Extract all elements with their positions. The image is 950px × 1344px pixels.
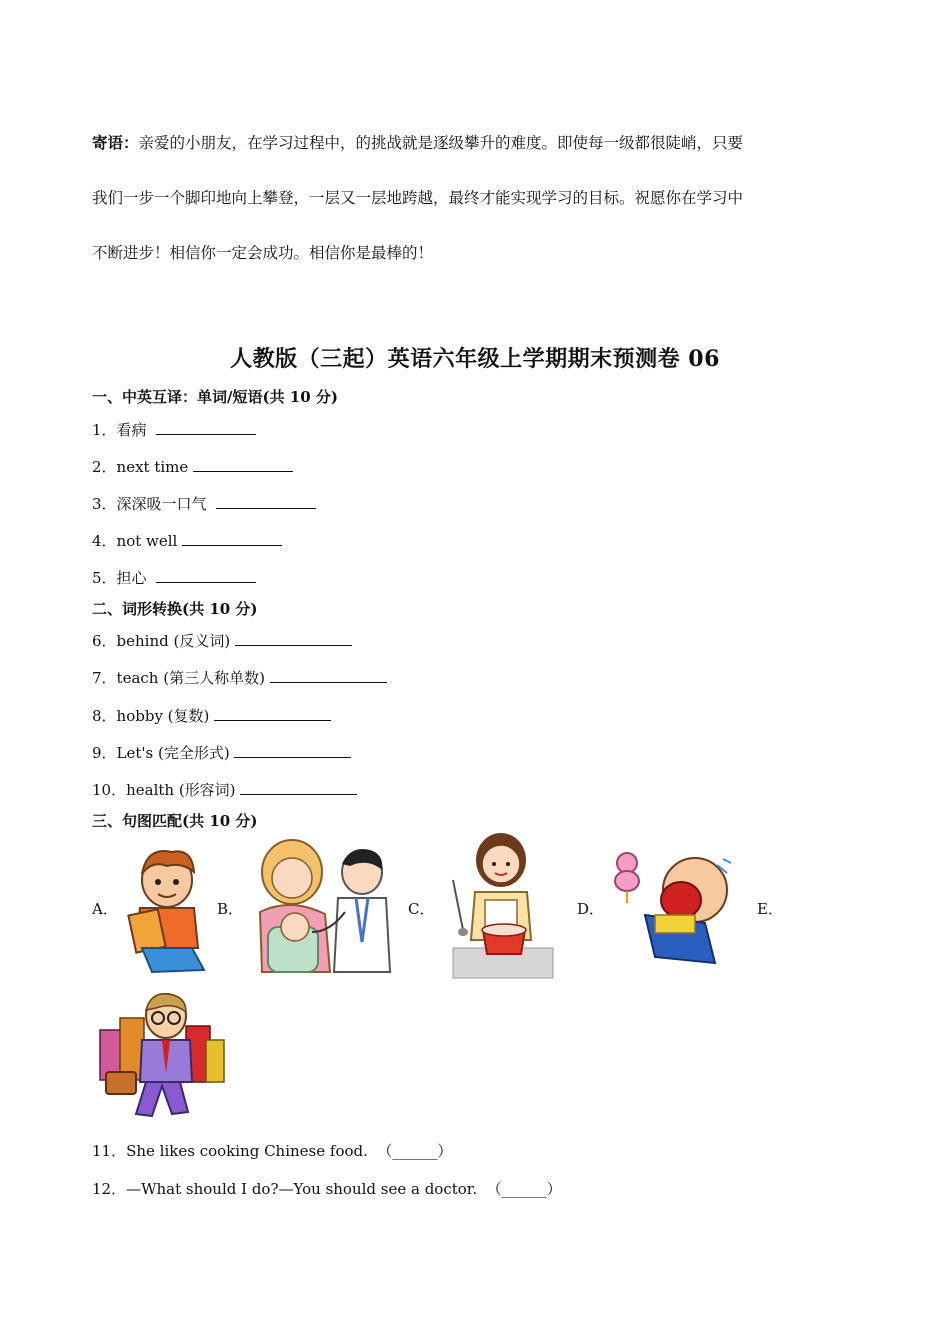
question-text: 看病 — [116, 421, 157, 439]
doctor-mother-baby-picture — [250, 832, 400, 977]
question-11 — [92, 1140, 452, 1161]
option-c-label: C． — [408, 900, 435, 918]
businessman-walking-picture — [96, 990, 228, 1122]
question-4 — [92, 530, 282, 551]
question-number: 7． — [92, 669, 117, 687]
question-text: hobby (复数) — [116, 707, 215, 725]
answer-blank[interactable] — [182, 531, 282, 546]
answer-blank[interactable] — [270, 668, 387, 683]
option-a-label: A． — [92, 900, 118, 918]
question-10 — [92, 779, 357, 800]
exam-title: 人教版（三起）英语六年级上学期期末预测卷 06 — [230, 346, 720, 372]
question-9 — [92, 742, 351, 763]
question-number: 3． — [92, 495, 117, 513]
option-b-label: B． — [217, 900, 244, 918]
question-5 — [92, 567, 256, 588]
option-d-label: D． — [577, 900, 605, 918]
question-text: health (形容词) — [126, 781, 241, 799]
woman-cooking-picture — [445, 830, 557, 980]
crying-boy-picture — [605, 845, 740, 970]
question-text: next time — [116, 458, 194, 476]
question-number: 5． — [92, 569, 117, 587]
answer-blank[interactable] — [193, 457, 293, 472]
answer-blank[interactable] — [235, 631, 352, 646]
answer-blank[interactable] — [214, 706, 331, 721]
question-number: 8． — [92, 707, 117, 725]
answer-blank[interactable] — [240, 780, 357, 795]
question-2 — [92, 456, 293, 477]
answer-blank[interactable] — [216, 494, 316, 509]
question-text: —What should I do?—You should see a doctor. （______） — [126, 1180, 562, 1198]
question-7 — [92, 667, 387, 688]
option-e-label: E． — [757, 900, 783, 918]
question-number: 6． — [92, 632, 117, 650]
question-text: not well — [116, 532, 183, 550]
question-number: 10． — [92, 781, 127, 799]
question-text: Let's (完全形式) — [116, 744, 235, 762]
question-text: 深深吸一口气 — [116, 495, 217, 513]
question-number: 9． — [92, 744, 117, 762]
question-3 — [92, 493, 316, 514]
message-line-2: 我们一步一个脚印地向上攀登，一层又一层地跨越，最终才能实现学习的目标。祝愿你在学习中 — [92, 189, 744, 207]
question-8 — [92, 705, 331, 726]
question-text: 担心 — [116, 569, 157, 587]
question-text: teach (第三人称单数) — [116, 669, 270, 687]
question-number: 11． — [92, 1142, 127, 1160]
section-2-heading: 二、词形转换(共 10 分) — [92, 600, 258, 618]
message-line-1: 亲爱的小朋友，在学习过程中，的挑战就是逐级攀升的难度。即使每一级都很陡峭，只要 — [138, 134, 744, 152]
question-number: 4． — [92, 532, 117, 550]
answer-blank[interactable] — [234, 743, 351, 758]
question-text: She likes cooking Chinese food. （______） — [126, 1142, 453, 1160]
encouragement-message — [92, 115, 812, 281]
message-line-3: 不断进步！相信你一定会成功。相信你是最棒的！ — [92, 244, 434, 262]
question-6 — [92, 630, 352, 651]
question-1 — [92, 419, 256, 440]
section-1-heading: 一、中英互译：单词/短语(共 10 分) — [92, 388, 338, 406]
question-number: 2． — [92, 458, 117, 476]
message-label: 寄语： — [92, 133, 139, 152]
question-12 — [92, 1178, 562, 1199]
section-3-heading: 三、句图匹配(共 10 分) — [92, 812, 258, 830]
answer-blank[interactable] — [156, 568, 256, 583]
question-text: behind (反义词) — [116, 632, 235, 650]
answer-blank[interactable] — [156, 420, 256, 435]
boy-reading-picture — [122, 838, 212, 978]
question-number: 1． — [92, 421, 117, 439]
question-number: 12． — [92, 1180, 127, 1198]
